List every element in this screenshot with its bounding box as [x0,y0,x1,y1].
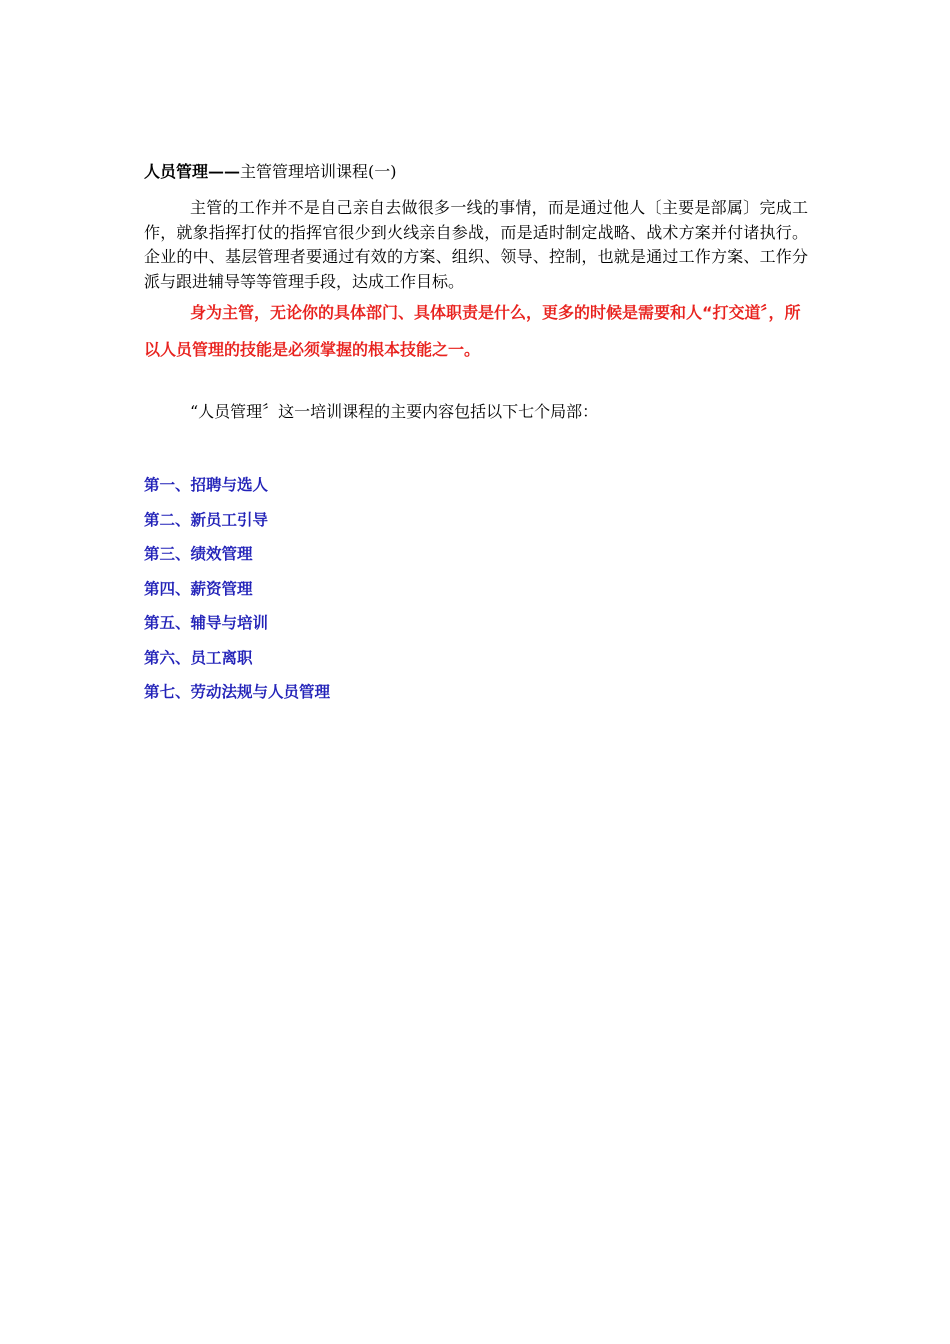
summary-paragraph: “人员管理〞这一培训课程的主要内容包括以下七个局部： [190,402,599,421]
emphasis-paragraph: 身为主管，无论你的具体部门、具体职责是什么，更多的时候是需要和人“打交道〞，所以人员管理的技能是必须掌握的根本技能之一。 [144,303,801,359]
document-title [144,160,397,184]
section-item-4: 第四、薪资管理 [144,579,253,598]
section-item-3: 第三、绩效管理 [144,545,253,563]
section-list [144,468,330,710]
title-bold-part: 人员管理—— [144,162,241,181]
section-item-7: 第七、劳动法规与人员管理 [144,683,331,701]
section-item-1: 第一、招聘与选人 [144,476,269,494]
title-rest-part: 主管管理培训课程(一) [240,162,397,181]
section-item-6: 第六、员工离职 [144,648,253,667]
intro-paragraph: 主管的工作并不是自己亲自去做很多一线的事情，而是通过他人〔主要是部属〕完成工作，就象指挥打仗的指挥官很少到火线亲自参战，而是适时制定战略、战术方案并付诸执行。企业的中、基层管理者要通过有效的方案、组织、领导、控制，也就是通过工作方案、工作分派与跟进辅导等等管理手段，达成工作目标。 [144,198,808,291]
section-item-5: 第五、辅导与培训 [144,614,269,632]
section-item-2: 第二、新员工引导 [144,510,269,529]
